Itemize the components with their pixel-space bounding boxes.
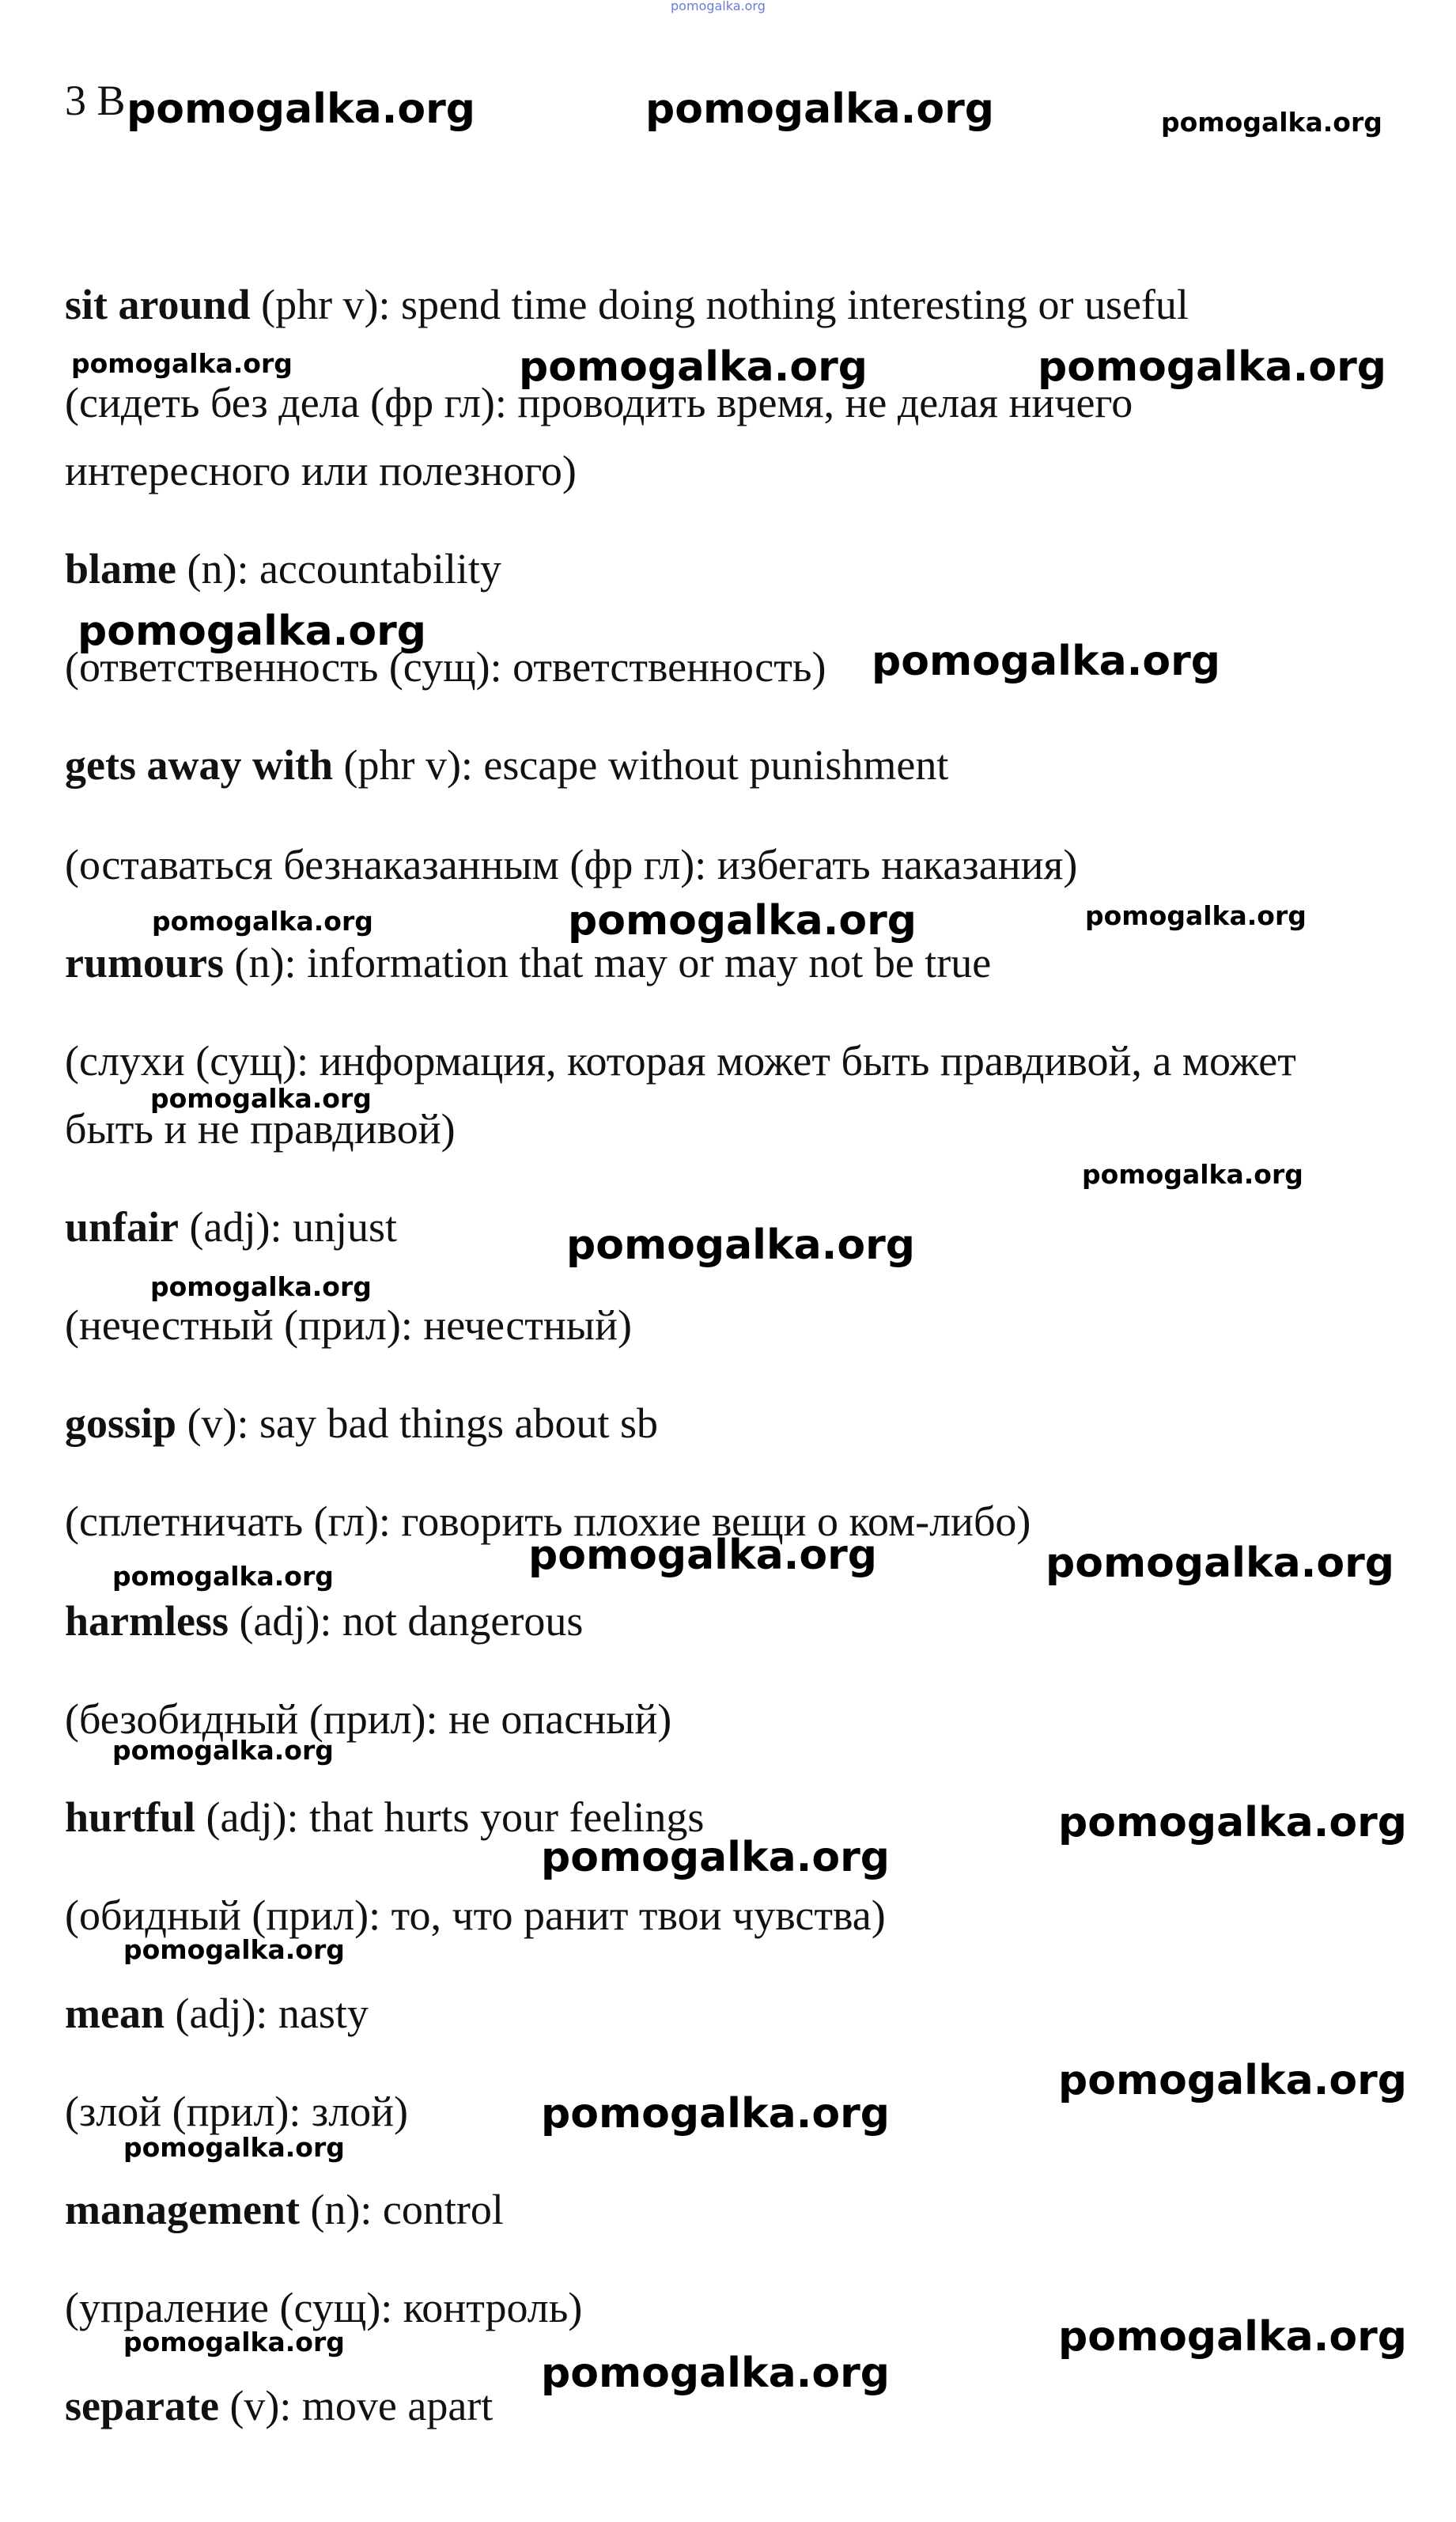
entry-management xyxy=(65,2188,504,2231)
entry-term: separate xyxy=(65,2382,219,2429)
watermark: pomogalka.org xyxy=(566,1221,916,1269)
watermark: pomogalka.org xyxy=(528,1532,878,1579)
entry-rumours xyxy=(65,941,991,984)
entry-term: harmless xyxy=(65,1597,229,1645)
watermark: pomogalka.org xyxy=(671,0,766,13)
watermark: pomogalka.org xyxy=(71,348,293,379)
entry-translation: (злой (прил): злой) xyxy=(65,2088,409,2135)
watermark: pomogalka.org xyxy=(150,1271,372,1302)
watermark: pomogalka.org xyxy=(127,85,476,133)
watermark: pomogalka.org xyxy=(1058,2313,1408,2361)
watermark: pomogalka.org xyxy=(123,1934,345,1965)
entry-definition: (v): say bad things about sb xyxy=(176,1399,659,1447)
entry-translation: (слухи (сущ): информация, которая может быть правдивой, а может xyxy=(65,1037,1296,1085)
entry-hurtful xyxy=(65,1793,705,1841)
watermark: pomogalka.org xyxy=(541,2350,891,2397)
entry-term: gossip xyxy=(65,1399,177,1447)
watermark: pomogalka.org xyxy=(1038,343,1387,391)
watermark: pomogalka.org xyxy=(1161,107,1382,138)
entry-definition: (n): control xyxy=(299,2186,504,2233)
watermark: pomogalka.org xyxy=(1058,2057,1408,2104)
entry-sit-around xyxy=(65,283,1189,326)
entry-gossip xyxy=(65,1399,659,1447)
entry-definition: (phr v): escape without punishment xyxy=(332,741,949,789)
entry-translation: (нечестный (прил): нечестный) xyxy=(65,1301,632,1349)
watermark: pomogalka.org xyxy=(1046,1539,1395,1587)
watermark: pomogalka.org xyxy=(541,1834,891,1881)
entry-term: sit around xyxy=(65,281,251,328)
entry-definition: (n): information that may or may not be true xyxy=(224,939,992,986)
watermark: pomogalka.org xyxy=(78,608,427,655)
entry-translation: (оставаться безнаказанным (фр гл): избегать наказания) xyxy=(65,841,1078,888)
watermark: pomogalka.org xyxy=(541,2090,891,2138)
watermark: pomogalka.org xyxy=(1082,1159,1303,1190)
entry-harmless xyxy=(65,1597,584,1645)
watermark: pomogalka.org xyxy=(123,2132,345,2163)
watermark: pomogalka.org xyxy=(112,1561,334,1592)
entry-translation: (сплетничать (гл): говорить плохие вещи о ком-либо) xyxy=(65,1498,1031,1545)
entry-definition: (adj): nasty xyxy=(164,1990,369,2037)
watermark: pomogalka.org xyxy=(1085,900,1307,931)
watermark: pomogalka.org xyxy=(519,343,868,391)
entry-mean xyxy=(65,1992,369,2035)
entry-translation: (обидный (прил): то, что ранит твои чувства) xyxy=(65,1892,886,1939)
watermark: pomogalka.org xyxy=(123,2327,345,2357)
entry-blame xyxy=(65,545,501,593)
watermark: pomogalka.org xyxy=(645,85,995,133)
entry-definition: (v): move apart xyxy=(218,2382,494,2429)
watermark: pomogalka.org xyxy=(150,1083,372,1114)
entry-definition: (n): accountability xyxy=(176,545,501,593)
entry-term: gets away with xyxy=(65,741,333,789)
entry-term: mean xyxy=(65,1990,165,2037)
section-heading: 3 B xyxy=(65,77,126,124)
entry-gets-away-with xyxy=(65,741,949,789)
entry-term: hurtful xyxy=(65,1793,196,1841)
entry-translation: быть и не правдивой) xyxy=(65,1105,456,1153)
entry-definition: (adj): that hurts your feelings xyxy=(195,1793,705,1841)
entry-translation: (сидеть без дела (фр гл): проводить время, не делая ничего xyxy=(65,379,1133,426)
entry-translation: интересного или полезного) xyxy=(65,447,577,494)
entry-definition: (adj): not dangerous xyxy=(228,1597,584,1645)
entry-term: unfair xyxy=(65,1203,180,1251)
entry-term: blame xyxy=(65,545,176,593)
entry-translation: (упраление (сущ): контроль) xyxy=(65,2284,583,2331)
watermark: pomogalka.org xyxy=(112,1735,334,1766)
entry-definition: (phr v): spend time doing nothing interesting or useful xyxy=(250,281,1189,328)
entry-definition: (adj): unjust xyxy=(179,1203,397,1251)
watermark: pomogalka.org xyxy=(1058,1799,1408,1846)
watermark: pomogalka.org xyxy=(152,906,373,937)
entry-separate xyxy=(65,2384,493,2427)
entry-unfair xyxy=(65,1203,397,1251)
entry-term: rumours xyxy=(65,939,224,986)
entry-translation: (безобидный (прил): не опасный) xyxy=(65,1695,672,1743)
entry-translation: (ответственность (сущ): ответственность) xyxy=(65,643,826,691)
watermark: pomogalka.org xyxy=(568,897,917,945)
watermark: pomogalka.org xyxy=(872,638,1221,685)
entry-term: management xyxy=(65,2186,300,2233)
